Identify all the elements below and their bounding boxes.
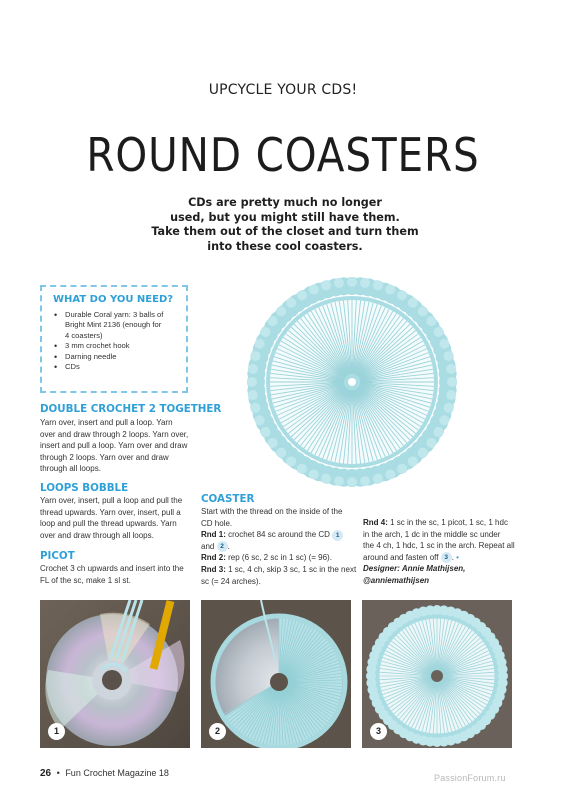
round-label: Rnd 3: xyxy=(201,564,226,574)
coaster-hole xyxy=(348,378,356,386)
list-item: • CDs xyxy=(53,362,178,372)
round-4-end xyxy=(363,552,523,564)
materials-box xyxy=(40,285,188,393)
step-photo-2 xyxy=(201,600,351,748)
end-marker: • xyxy=(456,552,459,562)
text-line: Yarn over, insert and pull a loop. Yarn xyxy=(40,418,173,427)
text-line: over and draw through 2 loops. Yarn over, xyxy=(40,429,189,439)
round-2 xyxy=(201,552,361,564)
round-1-cont xyxy=(201,541,361,553)
list-item-line: 4 coasters) xyxy=(65,330,103,340)
bobble-text xyxy=(40,495,212,541)
photo-ref-badge: 1 xyxy=(332,530,343,541)
text-line: loop and pull the thread upwards. Yarn xyxy=(40,519,177,529)
text-line: thread upwards. Yarn over, insert, pull a xyxy=(40,507,181,517)
intro-line: CDs are pretty much no longer xyxy=(188,196,382,209)
list-item xyxy=(53,310,178,341)
text-line: through 2 loops. Yarn over and draw xyxy=(40,452,169,462)
designer-credit: Designer: Annie Mathijsen, xyxy=(363,564,466,574)
round-text: in the arch, 1 dc in the middle sc under xyxy=(363,529,501,539)
list-item-line: Bright Mint 2136 (enough for xyxy=(65,320,162,330)
section-title-dc2tog: DOUBLE CROCHET 2 TOGETHER xyxy=(40,403,222,415)
dc2tog-text xyxy=(40,417,210,475)
coaster-instructions-col2 xyxy=(363,517,523,587)
kicker: UPCYCLE YOUR CDS! xyxy=(208,82,358,98)
section-title-bobble: LOOPS BOBBLE xyxy=(40,482,129,494)
round-text: . xyxy=(451,552,454,562)
materials-title: WHAT DO YOU NEED? xyxy=(53,294,174,305)
round-label: Rnd 2: xyxy=(201,553,226,563)
list-item: • 3 mm crochet hook xyxy=(53,341,178,351)
photo-number-badge: 1 xyxy=(48,723,65,740)
step-photo-1 xyxy=(40,600,190,748)
section-title-picot: PICOT xyxy=(40,550,75,562)
round-text: 1 sc, 4 ch, skip 3 sc, 1 sc in the next xyxy=(225,564,357,574)
photo-ref-badge: 3 xyxy=(441,552,452,563)
text-line: Crochet 3 ch upwards and insert into the xyxy=(40,564,184,573)
page-number: 26 xyxy=(40,768,52,779)
coaster-image xyxy=(246,276,458,488)
round-text: 1 sc in the sc, 1 picot, 1 sc, 1 hdc xyxy=(387,518,508,527)
text-line: through all loops. xyxy=(40,464,101,474)
round-text: . xyxy=(227,541,230,551)
picot-text xyxy=(40,563,212,586)
text-line: FL of the sc, make 1 sl st. xyxy=(40,575,131,585)
footer-bullet: • xyxy=(56,768,60,778)
intro-line: used, but you might still have them. xyxy=(170,210,400,224)
round-text: crochet 84 sc around the CD xyxy=(225,530,333,540)
round-text: around and fasten off xyxy=(363,552,441,562)
page-title: ROUND COASTERS xyxy=(86,128,480,182)
round-1 xyxy=(201,529,361,541)
photo-number-badge: 3 xyxy=(370,723,387,740)
footer xyxy=(40,768,169,779)
list-item-line: • Durable Coral yarn: 3 balls of xyxy=(65,310,164,319)
round-4 xyxy=(363,517,523,529)
intro xyxy=(140,196,430,254)
coaster-instructions xyxy=(201,506,361,587)
text-line: CD hole. xyxy=(201,518,233,528)
round-text: the 4 ch, 1 hdc, 1 sc in the arch. Repeat all xyxy=(363,541,515,551)
photo-number-badge: 2 xyxy=(209,723,226,740)
round-text: and xyxy=(201,541,217,551)
list-item: • Darning needle xyxy=(53,352,178,362)
step-photo-3 xyxy=(362,600,512,748)
intro-line: into these cool coasters. xyxy=(207,239,363,253)
materials-list xyxy=(53,310,178,372)
round-3 xyxy=(201,564,361,576)
magazine-name: Fun Crochet Magazine 18 xyxy=(65,768,169,778)
photo-ref-badge: 2 xyxy=(217,541,228,552)
text-line: Start with the thread on the inside of the xyxy=(201,507,343,516)
watermark: PassionForum.ru xyxy=(434,773,506,783)
round-label: Rnd 1: xyxy=(201,530,226,540)
intro-line: Take them out of the closet and turn them xyxy=(151,225,419,238)
designer-handle: @anniemathijsen xyxy=(363,575,430,585)
round-label: Rnd 4: xyxy=(363,518,388,527)
text-line: over and draw through all loops. xyxy=(40,530,154,540)
round-text: sc (= 24 arches). xyxy=(201,576,261,586)
round-text: rep (6 sc, 2 sc in 1 sc) (= 96). xyxy=(225,553,332,563)
section-title-coaster: COASTER xyxy=(201,493,255,505)
text-line: Yarn over, insert, pull a loop and pull the xyxy=(40,496,183,505)
text-line: insert and pull a loop. Yarn over and draw xyxy=(40,441,188,451)
